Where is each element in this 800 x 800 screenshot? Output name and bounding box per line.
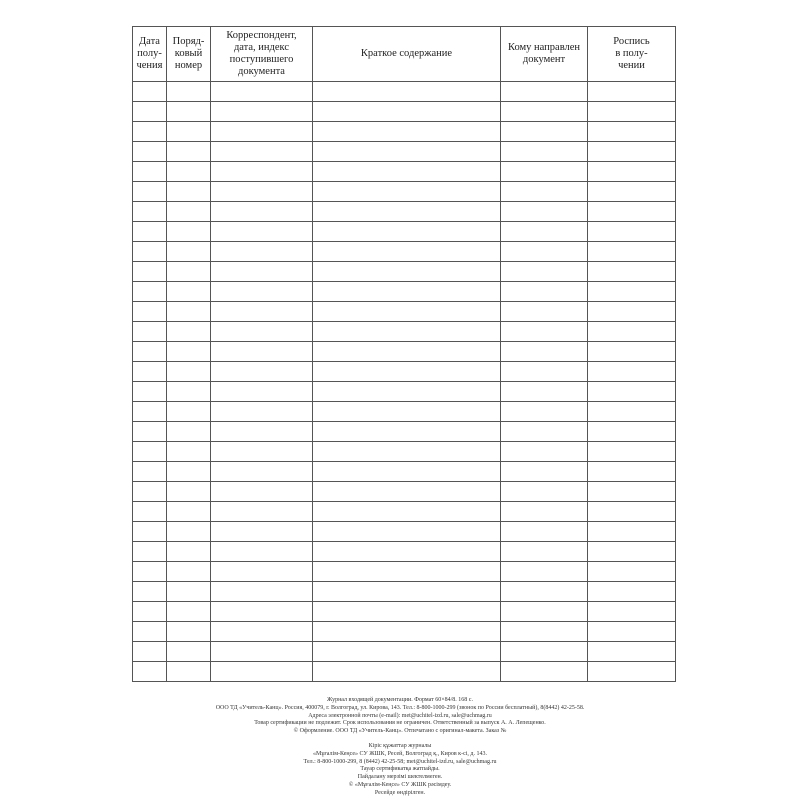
table-cell (133, 282, 167, 302)
table-cell (133, 482, 167, 502)
table-cell (211, 502, 313, 522)
table-cell (167, 482, 211, 502)
table-row (133, 502, 676, 522)
table-row (133, 522, 676, 542)
table-cell (313, 622, 501, 642)
table-cell (211, 122, 313, 142)
table-cell (588, 282, 676, 302)
imprint-ru-line: ООО ТД «Учитель-Канц». Россия, 400079, г. Волгоград, ул. Кирова, 143. Тел.: 8-800-1000-299 (звонок по России бесплатный), 8(8442) 42-25-58. (215, 704, 585, 711)
table-cell (501, 262, 588, 282)
table-cell (133, 162, 167, 182)
table-cell (133, 82, 167, 102)
table-cell (211, 482, 313, 502)
table-cell (167, 102, 211, 122)
table-cell (211, 562, 313, 582)
table-cell (167, 302, 211, 322)
table-cell (211, 662, 313, 682)
table-cell (211, 262, 313, 282)
table-row (133, 382, 676, 402)
table-row (133, 202, 676, 222)
table-cell (588, 482, 676, 502)
table-cell (588, 102, 676, 122)
table-cell (167, 162, 211, 182)
table-cell (501, 522, 588, 542)
table-cell (501, 122, 588, 142)
table-cell (313, 162, 501, 182)
header-correspondent: Корреспондент, дата, индекс поступившего документа (211, 27, 313, 82)
table-cell (313, 122, 501, 142)
table-cell (133, 402, 167, 422)
table-cell (501, 582, 588, 602)
table-cell (588, 462, 676, 482)
incoming-documents-journal-table (132, 26, 676, 682)
table-cell (313, 602, 501, 622)
table-cell (211, 322, 313, 342)
table-cell (133, 562, 167, 582)
table-row (133, 122, 676, 142)
table-cell (588, 422, 676, 442)
imprint-ru-line: Адреса электронной почты (e-mail): met@uchitel-izd.ru, sale@uchmag.ru (308, 712, 492, 719)
table-row (133, 542, 676, 562)
header-summary: Краткое содержание (313, 27, 501, 82)
table-cell (133, 202, 167, 222)
table-cell (133, 502, 167, 522)
table-row (133, 422, 676, 442)
table-row (133, 602, 676, 622)
table-cell (211, 402, 313, 422)
table-cell (588, 402, 676, 422)
table-cell (313, 322, 501, 342)
table-row (133, 622, 676, 642)
table-cell (313, 462, 501, 482)
table-body (133, 82, 676, 682)
table-cell (501, 442, 588, 462)
table-cell (313, 422, 501, 442)
table-cell (588, 202, 676, 222)
table-row (133, 362, 676, 382)
table-cell (133, 662, 167, 682)
header-signature: Роспись в полу- чении (588, 27, 676, 82)
table-cell (501, 302, 588, 322)
imprint-kz-line: Тел.: 8-800-1000-299, 8 (8442) 42-25-58; met@uchitel-izd.ru, sale@uchmag.ru (303, 758, 497, 765)
table-cell (133, 342, 167, 362)
table-cell (167, 422, 211, 442)
imprint-kazakh (0, 743, 800, 798)
imprint-kz-line: «Мұғалім-Кеңсе» СУ ЖШК, Ресей, Волгоград қ., Киров к-сі, д. 143. (313, 750, 487, 757)
table-row (133, 82, 676, 102)
table-cell (133, 462, 167, 482)
table-cell (167, 262, 211, 282)
table-cell (588, 642, 676, 662)
table-cell (133, 602, 167, 622)
table-cell (501, 382, 588, 402)
table-cell (313, 222, 501, 242)
table-cell (133, 642, 167, 662)
table-cell (167, 582, 211, 602)
table-cell (588, 242, 676, 262)
table-row (133, 162, 676, 182)
imprint-ru-line: Журнал входящей документации. Формат 60×84/8. 168 с. (327, 697, 473, 703)
table-cell (167, 402, 211, 422)
table-cell (167, 142, 211, 162)
table-cell (211, 302, 313, 322)
table-cell (588, 382, 676, 402)
imprint-russian (0, 697, 800, 736)
table-cell (167, 362, 211, 382)
table-row (133, 222, 676, 242)
table-cell (211, 642, 313, 662)
table-cell (167, 222, 211, 242)
imprint-ru-line: © Оформление. ООО ТД «Учитель-Канц». Отпечатано с оригинал-макета. Заказ № (293, 728, 507, 735)
table-cell (588, 522, 676, 542)
table-cell (501, 662, 588, 682)
table-cell (588, 222, 676, 242)
table-cell (313, 642, 501, 662)
table-cell (211, 222, 313, 242)
table-header-row (133, 27, 676, 82)
table-cell (133, 302, 167, 322)
table-cell (211, 462, 313, 482)
table-cell (133, 582, 167, 602)
table-cell (133, 222, 167, 242)
table-cell (501, 222, 588, 242)
table-cell (133, 262, 167, 282)
table-row (133, 182, 676, 202)
table-cell (167, 642, 211, 662)
table-cell (313, 102, 501, 122)
table-cell (501, 242, 588, 262)
table-cell (313, 402, 501, 422)
header-date-received: Дата полу- чения (133, 27, 167, 82)
table-row (133, 462, 676, 482)
table-cell (313, 382, 501, 402)
imprint-ru-line: Товар сертификации не подлежит. Срок использования не ограничен. Ответственный за выпуск А. А. Лепещенко. (254, 720, 546, 727)
table-cell (313, 302, 501, 322)
table-cell (313, 662, 501, 682)
table-cell (211, 622, 313, 642)
table-row (133, 282, 676, 302)
table-cell (501, 182, 588, 202)
imprint-gap (0, 736, 800, 743)
table-cell (501, 502, 588, 522)
table-row (133, 302, 676, 322)
table-cell (313, 142, 501, 162)
table-cell (313, 342, 501, 362)
table-row (133, 582, 676, 602)
table-cell (211, 582, 313, 602)
header-serial-number: Поряд- ковый номер (167, 27, 211, 82)
table-cell (501, 282, 588, 302)
table-cell (501, 162, 588, 182)
table-cell (588, 302, 676, 322)
table-cell (211, 602, 313, 622)
table-cell (501, 362, 588, 382)
table-cell (501, 562, 588, 582)
imprint-kz-line: Кіріс құжаттар журналы (368, 742, 432, 749)
table-cell (501, 622, 588, 642)
table-cell (167, 322, 211, 342)
table-cell (588, 142, 676, 162)
table-cell (313, 522, 501, 542)
table-cell (501, 482, 588, 502)
table-row (133, 142, 676, 162)
table-cell (167, 562, 211, 582)
table-cell (167, 382, 211, 402)
table-row (133, 262, 676, 282)
table-cell (211, 82, 313, 102)
table-cell (501, 342, 588, 362)
table-cell (501, 602, 588, 622)
table-cell (133, 242, 167, 262)
header-sent-to: Кому направлен документ (501, 27, 588, 82)
table-cell (501, 322, 588, 342)
table-cell (167, 342, 211, 362)
table-cell (313, 82, 501, 102)
table-cell (133, 542, 167, 562)
table-cell (167, 282, 211, 302)
table-cell (588, 82, 676, 102)
table-cell (588, 562, 676, 582)
table-cell (133, 622, 167, 642)
table-cell (313, 442, 501, 462)
table-cell (588, 442, 676, 462)
table-cell (133, 442, 167, 462)
table-cell (588, 602, 676, 622)
table-cell (313, 362, 501, 382)
table-cell (167, 462, 211, 482)
table-cell (501, 102, 588, 122)
table-cell (167, 82, 211, 102)
table-cell (588, 182, 676, 202)
table-cell (588, 542, 676, 562)
table-cell (313, 262, 501, 282)
table-row (133, 102, 676, 122)
table-cell (211, 382, 313, 402)
table-row (133, 562, 676, 582)
table-cell (313, 282, 501, 302)
table-row (133, 642, 676, 662)
table-cell (133, 322, 167, 342)
table-cell (167, 662, 211, 682)
table-cell (588, 122, 676, 142)
table-cell (167, 522, 211, 542)
table-cell (588, 322, 676, 342)
table-cell (313, 502, 501, 522)
table-cell (313, 542, 501, 562)
table-cell (588, 502, 676, 522)
table-cell (588, 162, 676, 182)
table-cell (501, 462, 588, 482)
table-row (133, 482, 676, 502)
table-row (133, 242, 676, 262)
table-cell (133, 422, 167, 442)
table-cell (501, 642, 588, 662)
table-cell (133, 382, 167, 402)
table-cell (313, 182, 501, 202)
table-cell (501, 402, 588, 422)
table-row (133, 322, 676, 342)
table-cell (133, 182, 167, 202)
imprint-kz-line: Тауар сертификатқа жатпайды. (360, 766, 440, 773)
table-cell (133, 102, 167, 122)
table-cell (588, 362, 676, 382)
table-cell (313, 562, 501, 582)
table-cell (167, 442, 211, 462)
table-cell (167, 182, 211, 202)
table-cell (313, 242, 501, 262)
table-cell (501, 82, 588, 102)
table-cell (133, 142, 167, 162)
table-cell (501, 542, 588, 562)
table-row (133, 442, 676, 462)
table-cell (501, 422, 588, 442)
table-cell (167, 202, 211, 222)
imprint-kz-line: Ресейде өндірілген. (374, 789, 426, 796)
table-cell (167, 542, 211, 562)
imprint-kz-line: Пайдалану мерзімі шектелмеген. (357, 774, 443, 781)
table-cell (211, 542, 313, 562)
table-cell (211, 142, 313, 162)
table-cell (211, 162, 313, 182)
table-cell (211, 522, 313, 542)
table-cell (167, 622, 211, 642)
table-cell (211, 182, 313, 202)
table-cell (167, 122, 211, 142)
table-cell (133, 362, 167, 382)
table-cell (588, 662, 676, 682)
table-cell (501, 142, 588, 162)
table-cell (133, 122, 167, 142)
table-cell (211, 362, 313, 382)
imprint-block (0, 697, 800, 798)
table-cell (211, 202, 313, 222)
table-cell (313, 202, 501, 222)
table-row (133, 662, 676, 682)
table-row (133, 402, 676, 422)
table-cell (501, 202, 588, 222)
table-cell (211, 102, 313, 122)
table-cell (313, 482, 501, 502)
table-cell (588, 582, 676, 602)
table-row (133, 342, 676, 362)
table-cell (133, 522, 167, 542)
table-cell (167, 242, 211, 262)
imprint-kz-line: © «Мұғалім-Кеңсе» СУ ЖШК рәсімдеу. (348, 781, 452, 788)
table-cell (167, 602, 211, 622)
table-cell (588, 622, 676, 642)
table-cell (211, 342, 313, 362)
table-cell (211, 282, 313, 302)
table-cell (313, 582, 501, 602)
table-cell (588, 342, 676, 362)
table-cell (167, 502, 211, 522)
table-cell (211, 422, 313, 442)
table-cell (588, 262, 676, 282)
table-cell (211, 442, 313, 462)
table-cell (211, 242, 313, 262)
